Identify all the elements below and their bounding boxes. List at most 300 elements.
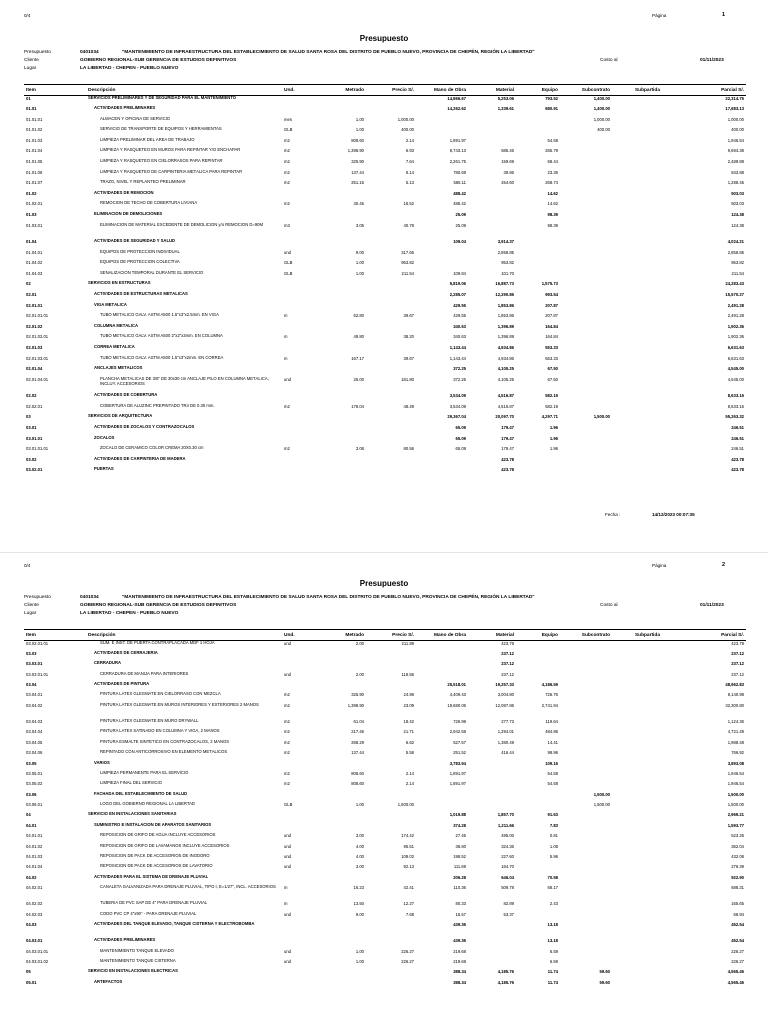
equipment-cell: 70.58 xyxy=(547,874,558,880)
table-row xyxy=(24,345,746,356)
table-row xyxy=(24,750,746,760)
subcontract-cell xyxy=(560,457,612,468)
metrado-cell xyxy=(322,239,366,250)
table-row xyxy=(24,641,746,651)
item-cell: 04.01.01 xyxy=(26,833,43,839)
subcontract-cell xyxy=(560,260,612,271)
metrado-cell: 325.90 xyxy=(351,159,364,165)
material-cell: 646.04 xyxy=(501,874,514,880)
labor-cell: 388.34 xyxy=(453,979,466,985)
unit-cell: und xyxy=(284,641,291,646)
subcontract-cell xyxy=(560,345,612,356)
price-cell: 108.02 xyxy=(401,854,414,860)
subpartida-cell xyxy=(612,833,662,843)
material-cell: 179.47 xyxy=(501,446,514,452)
metrado-cell xyxy=(322,191,366,202)
labor-cell: 206.28 xyxy=(453,874,466,880)
table-row xyxy=(24,912,746,922)
partial-cell: 48,962.83 xyxy=(725,682,744,688)
labor-cell: 527.57 xyxy=(453,739,466,745)
price-cell: 317.65 xyxy=(401,249,414,255)
partial-cell: 2,489.88 xyxy=(727,159,744,165)
material-cell: 495.00 xyxy=(501,833,514,839)
equipment-cell: 109.16 xyxy=(545,760,558,766)
partial-cell: 423.78 xyxy=(731,456,744,462)
subpartida-cell xyxy=(612,138,662,149)
table-row xyxy=(24,692,746,702)
description-cell: SERVICIO EN INSTALACIONES SANITARIAS xyxy=(88,812,177,817)
budget-table xyxy=(24,84,746,478)
unit-cell xyxy=(282,823,322,833)
description-cell: ACTIVIDADES DE ESTRUCTURAS METÁLICAS xyxy=(94,292,188,297)
metrado-cell: 3.06 xyxy=(355,446,364,452)
table-row xyxy=(24,457,746,468)
table-row xyxy=(24,212,746,223)
subcontract-cell: 59.60 xyxy=(599,979,610,985)
description-cell: ZÓCALO DE CERÁMICO COLOR CREMA 20X0.30 cm xyxy=(100,446,204,451)
material-cell xyxy=(468,138,516,149)
labor-cell: 780.68 xyxy=(453,169,466,175)
metrado-cell xyxy=(322,292,366,303)
equipment-cell: 68.17 xyxy=(547,885,558,891)
item-cell: 01.04.01 xyxy=(26,249,43,255)
equipment-cell: 98.39 xyxy=(547,212,558,218)
column-header-subcontract: Subcontrato xyxy=(560,85,612,96)
material-cell: 1,294.01 xyxy=(497,729,514,735)
metrado-cell: 137.44 xyxy=(351,750,364,756)
unit-cell xyxy=(282,661,322,671)
unit-cell xyxy=(282,292,322,303)
labor-cell: 488.42 xyxy=(453,201,466,207)
price-cell: 226.27 xyxy=(401,948,414,954)
labor-cell xyxy=(416,802,468,812)
unit-cell: m2 xyxy=(284,718,290,724)
labor-cell: 109.04 xyxy=(453,239,466,245)
description-cell: ACTIVIDADES DE CERRAJERÍA xyxy=(94,650,158,655)
subcontract-cell xyxy=(560,191,612,202)
material-cell xyxy=(468,212,516,223)
table-row xyxy=(24,969,746,979)
metrado-cell: 1.00 xyxy=(355,127,364,133)
description-cell: SERVICIO DE TRANSPORTE DE EQUIPOS Y HERRAMIENTAS xyxy=(100,127,222,132)
description-cell: ELIMINACIÓN DE DEMOLICIONES xyxy=(94,212,163,217)
item-cell: 03.04.06 xyxy=(26,750,43,756)
metrado-cell xyxy=(322,792,366,802)
unit-cell: und xyxy=(284,958,291,964)
unit-cell xyxy=(282,239,322,250)
material-cell: 12,290.86 xyxy=(495,292,514,298)
subpartida-cell xyxy=(612,641,662,651)
table-row xyxy=(24,864,746,874)
table-row xyxy=(24,414,746,425)
equipment-cell: 54.58 xyxy=(547,770,558,776)
unit-cell xyxy=(282,875,322,885)
description-cell: LIMPIEZA FINAL DEL SERVICIO xyxy=(100,781,162,786)
metrado-cell: 1.00 xyxy=(355,116,364,122)
labor-cell: 5,819.06 xyxy=(449,281,466,287)
partial-cell: 1,288.45 xyxy=(727,180,744,186)
price-cell: 2.14 xyxy=(405,770,414,776)
partial-cell: 237.12 xyxy=(731,671,744,677)
metrado-cell xyxy=(322,651,366,661)
labor-cell: 251.52 xyxy=(453,750,466,756)
unit-cell: m2 xyxy=(284,180,290,186)
presupuesto-label: Presupuesto xyxy=(24,595,51,600)
labor-cell: 1,019.88 xyxy=(449,812,466,818)
equipment-cell xyxy=(516,792,560,802)
material-cell: 277.73 xyxy=(501,718,514,724)
labor-cell: 585.11 xyxy=(453,180,466,186)
page-label: Página xyxy=(652,13,667,18)
subcontract-cell xyxy=(560,239,612,250)
subcontract-cell xyxy=(560,366,612,377)
material-cell: 1,380.49 xyxy=(497,739,514,745)
partial-cell: 8,633.16 xyxy=(727,393,744,399)
unit-cell: m xyxy=(284,334,288,340)
labor-cell: 2,285.07 xyxy=(449,292,466,298)
unit-cell xyxy=(282,414,322,425)
equipment-cell: 67.50 xyxy=(547,366,558,372)
metrado-cell xyxy=(322,324,366,335)
description-cell: PINTURA LATEX SATINADO EN COLUMNA Y VIGA, 2 MANOS xyxy=(100,729,220,734)
page-title: Presupuesto xyxy=(359,579,409,588)
table-row xyxy=(24,223,746,239)
description-cell: TUBO METÁLICO GALV. ASTM A500 1.5"x3"x2mm. EN CORREA xyxy=(100,355,224,360)
price-cell: 42.41 xyxy=(403,885,414,891)
description-cell: REPOSICIÓN DE PACK DE ACCESORIOS DE INODORO xyxy=(100,854,210,859)
subcontract-cell xyxy=(560,959,612,969)
material-cell xyxy=(468,223,516,239)
material-cell xyxy=(468,201,516,212)
table-row xyxy=(24,239,746,250)
unit-cell: und xyxy=(284,671,291,677)
column-header-subpartida: Subpartida xyxy=(612,630,662,641)
subcontract-cell xyxy=(560,672,612,682)
labor-cell: 1,143.44 xyxy=(449,355,466,361)
item-cell: 04.03.01 xyxy=(26,938,43,944)
material-cell: 1,396.89 xyxy=(497,334,514,340)
equipment-cell: 1.08 xyxy=(549,843,558,849)
item-cell: 04.03.01.01 xyxy=(26,948,49,954)
metrado-cell: 61.04 xyxy=(353,718,364,724)
subcontract-cell xyxy=(560,212,612,223)
table-row xyxy=(24,854,746,864)
unit-cell: m2 xyxy=(284,702,290,708)
labor-cell: 4,409.43 xyxy=(449,692,466,698)
partial-cell: 953.82 xyxy=(731,260,744,266)
unit-cell xyxy=(282,969,322,979)
labor-cell: 29,367.04 xyxy=(447,414,466,420)
table-row xyxy=(24,334,746,345)
price-cell: 1,500.00 xyxy=(397,802,414,808)
metrado-cell xyxy=(322,969,366,979)
subpartida-cell xyxy=(612,692,662,702)
subpartida-cell xyxy=(612,969,662,979)
metrado-cell: 9.00 xyxy=(355,911,364,917)
labor-cell xyxy=(416,260,468,271)
material-cell xyxy=(468,127,516,138)
price-cell xyxy=(366,661,416,671)
column-header-metrado: Metrado xyxy=(322,85,366,96)
subcontract-cell xyxy=(560,833,612,843)
price-cell: 6.93 xyxy=(405,148,414,154)
subpartida-cell xyxy=(612,292,662,303)
unit-cell: m2 xyxy=(284,159,290,165)
equipment-cell: 2,741.94 xyxy=(541,702,558,708)
item-cell: 03.04 xyxy=(26,682,37,688)
price-cell xyxy=(366,303,416,314)
description-cell: LIMPIEZA PERMANENTE PARA EL SERVICIO xyxy=(100,770,189,775)
unit-cell: m2 xyxy=(284,201,290,207)
labor-cell: 25.09 xyxy=(455,212,466,218)
description-cell: SERVICIO EN INSTALACIONES ELÉCTRICAS xyxy=(88,969,178,974)
unit-cell xyxy=(282,212,322,223)
subcontract-cell xyxy=(560,750,612,760)
equipment-cell: 4,186.59 xyxy=(541,682,558,688)
description-cell: REPOSICIÓN DE GRIFO DE AGUA INCLUYE ACCESORIOS xyxy=(100,833,216,838)
subcontract-cell xyxy=(560,692,612,702)
metrado-cell: 808.60 xyxy=(351,137,364,143)
equipment-cell xyxy=(516,260,560,271)
table-row xyxy=(24,938,746,948)
equipment-cell xyxy=(516,467,560,478)
equipment-cell: 13.18 xyxy=(547,922,558,928)
subcontract-cell xyxy=(560,875,612,885)
equipment-cell: 11.74 xyxy=(547,979,558,985)
column-header-unit: Und. xyxy=(282,630,322,641)
subpartida-cell xyxy=(612,812,662,822)
item-cell: 03.04.03 xyxy=(26,718,43,724)
unit-cell xyxy=(282,324,322,335)
price-cell xyxy=(366,366,416,377)
labor-cell xyxy=(416,117,468,128)
equipment-cell: 582.19 xyxy=(545,393,558,399)
costo-label: Costo al xyxy=(600,603,618,608)
metrado-cell: 2.00 xyxy=(355,671,364,677)
metrado-cell xyxy=(322,682,366,692)
unit-cell: m xyxy=(284,355,288,361)
item-cell: 04.01 xyxy=(26,822,37,828)
description-cell: ACTIVIDADES DEL TANQUE ELEVADO, TANQUE CISTERNA Y ELECTROBOMBA xyxy=(94,922,255,927)
partial-cell: 452.54 xyxy=(731,938,744,944)
subcontract-cell xyxy=(560,324,612,335)
item-cell: 01.01.03 xyxy=(26,137,43,143)
subpartida-cell xyxy=(612,672,662,682)
subcontract-cell xyxy=(560,682,612,692)
description-cell: SEÑALIZACIÓN TEMPORAL DURANTE EL SERVICIO xyxy=(100,270,204,275)
table-row xyxy=(24,425,746,436)
labor-cell: 1,143.44 xyxy=(449,344,466,350)
equipment-cell: 98.39 xyxy=(547,222,558,228)
item-cell: 02.01.04.01 xyxy=(26,376,49,382)
table-row xyxy=(24,729,746,739)
description-cell: LIMPIEZA Y RASQUETEO DE CARPINTERÍA METÁLICA PARA REPINTAR xyxy=(100,169,243,174)
material-cell: 953.82 xyxy=(501,260,514,266)
item-cell: 01.01.05 xyxy=(26,159,43,165)
item-cell: 02.01.03.01 xyxy=(26,355,49,361)
partial-cell: 237.12 xyxy=(731,661,744,667)
labor-cell: 65.09 xyxy=(455,446,466,452)
labor-cell xyxy=(416,792,468,802)
item-cell: 01.01.01 xyxy=(26,116,43,122)
unit-cell: m2 xyxy=(284,781,290,787)
partial-cell: 8,633.16 xyxy=(727,403,744,409)
subpartida-cell xyxy=(612,281,662,292)
description-cell: CERRADURA xyxy=(94,661,121,666)
subcontract-cell xyxy=(560,771,612,781)
material-cell xyxy=(468,949,516,959)
equipment-cell xyxy=(516,641,560,651)
subpartida-cell xyxy=(612,781,662,791)
material-cell: 5,253.06 xyxy=(497,96,514,101)
column-header-subpartida: Subpartida xyxy=(612,85,662,96)
labor-cell: 340.63 xyxy=(453,334,466,340)
material-cell: 19,257.33 xyxy=(495,682,514,688)
partial-cell: 503.03 xyxy=(731,201,744,207)
partial-cell: 68.94 xyxy=(733,911,744,917)
description-cell: VIGA METÁLICA xyxy=(94,302,127,307)
equipment-cell: 207.87 xyxy=(545,313,558,319)
subpartida-cell xyxy=(612,223,662,239)
price-cell xyxy=(366,792,416,802)
table-row xyxy=(24,833,746,843)
partial-cell: 124.38 xyxy=(731,222,744,228)
unit-cell: m2 xyxy=(284,148,290,154)
material-cell: 454.60 xyxy=(501,180,514,186)
material-cell: 159.69 xyxy=(501,159,514,165)
description-cell: LIMPIEZA Y RASQUETEO EN MUROS PARA REPINTAR Y/O ENCHAPAR xyxy=(100,148,241,153)
material-cell: 3,004.80 xyxy=(497,692,514,698)
labor-cell: 429.55 xyxy=(453,313,466,319)
material-cell xyxy=(468,792,516,802)
subcontract-cell xyxy=(560,661,612,671)
subpartida-cell xyxy=(612,117,662,128)
doc-number: 0/4 xyxy=(24,13,31,18)
item-cell: 04.02.01 xyxy=(26,885,43,891)
partial-cell: 2,491.28 xyxy=(727,313,744,319)
item-cell: 02.01 xyxy=(26,292,37,298)
material-cell xyxy=(468,802,516,812)
unit-cell xyxy=(282,922,322,938)
labor-cell: 726.99 xyxy=(453,718,466,724)
price-cell xyxy=(366,875,416,885)
subpartida-cell xyxy=(612,771,662,781)
column-header-labor: Mano de Obra xyxy=(416,85,468,96)
subpartida-cell xyxy=(612,844,662,854)
subpartida-cell xyxy=(612,436,662,447)
labor-cell: 111.69 xyxy=(453,864,466,870)
item-cell: 02.01.04 xyxy=(26,366,43,372)
labor-cell: 36.60 xyxy=(455,843,466,849)
unit-cell xyxy=(282,457,322,468)
material-cell: 164.70 xyxy=(501,864,514,870)
table-row xyxy=(24,949,746,959)
unit-cell xyxy=(282,106,322,117)
costo-label: Costo al xyxy=(600,58,618,63)
description-cell: ACTIVIDADES DE ZÓCALOS Y CONTRAZÓCALOS xyxy=(94,424,195,429)
material-cell: 4,105.25 xyxy=(497,376,514,382)
subcontract-cell xyxy=(560,740,612,750)
material-cell: 39.86 xyxy=(503,169,514,175)
description-cell: MANTENIMIENTO TANQUE CISTERNA xyxy=(100,958,176,963)
equipment-cell xyxy=(516,457,560,468)
item-cell: 02.02.01 xyxy=(26,403,43,409)
page-number: 1 xyxy=(722,12,726,18)
metrado-cell: 808.60 xyxy=(351,770,364,776)
unit-cell xyxy=(282,792,322,802)
description-cell: CANALETA GALVANIZADA PARA DRENAJE PLUVIAL, TIPO I, E=1/27", INCL. ACCESORIOS xyxy=(100,885,276,890)
labor-cell: 15.57 xyxy=(455,911,466,917)
unit-cell: GLB xyxy=(284,802,293,808)
metrado-cell: 167.17 xyxy=(351,355,364,361)
metrado-cell xyxy=(322,106,366,117)
subcontract-cell xyxy=(560,719,612,729)
unit-cell xyxy=(282,467,322,478)
lugar-label: Lugar xyxy=(24,611,37,616)
material-cell: 237.12 xyxy=(501,671,514,677)
metrado-cell xyxy=(322,212,366,223)
price-cell: 16.52 xyxy=(403,201,414,207)
item-cell: 02.01.03 xyxy=(26,344,43,350)
table-row xyxy=(24,719,746,729)
subpartida-cell xyxy=(612,885,662,901)
partial-cell: 1,500.00 xyxy=(727,791,744,797)
material-cell: 53.37 xyxy=(503,911,514,917)
unit-cell: m xyxy=(284,885,288,891)
labor-cell: 2,261.75 xyxy=(449,159,466,165)
partial-cell: 423.78 xyxy=(731,641,744,646)
description-cell: TRAZO, NIVEL Y REPLANTEO PRELIMINAR xyxy=(100,180,186,185)
description-cell: ACTIVIDADES PRELIMINARES xyxy=(94,938,156,943)
table-row xyxy=(24,682,746,692)
partial-cell: 922.90 xyxy=(731,874,744,880)
subcontract-cell xyxy=(560,425,612,436)
subpartida-cell xyxy=(612,980,662,990)
table-row xyxy=(24,436,746,447)
labor-cell: 65.09 xyxy=(455,435,466,441)
item-cell: 03.02 xyxy=(26,456,37,462)
subpartida-cell xyxy=(612,457,662,468)
equipment-cell: 680.91 xyxy=(545,106,558,112)
subpartida-cell xyxy=(612,901,662,911)
unit-cell: m2 xyxy=(284,446,290,452)
partial-cell: 55,263.32 xyxy=(725,414,744,420)
metrado-cell: 1.00 xyxy=(355,270,364,276)
item-cell: 01.01 xyxy=(26,106,37,112)
labor-cell: 1,891.97 xyxy=(449,770,466,776)
item-cell: 04.03.01.02 xyxy=(26,958,49,964)
item-cell: 04.03 xyxy=(26,922,37,928)
description-cell: TUBERIA DE PVC SAP DE 4" PARA DRENAJE PLUVIAL xyxy=(100,901,208,906)
equipment-cell: 14.41 xyxy=(547,739,558,745)
material-cell: 423.78 xyxy=(501,467,514,473)
equipment-cell xyxy=(516,672,560,682)
labor-cell: 388.34 xyxy=(453,969,466,975)
column-header-item: Item xyxy=(24,630,86,641)
equipment-cell: 207.87 xyxy=(545,302,558,308)
labor-cell: 429.55 xyxy=(453,302,466,308)
subpartida-cell xyxy=(612,854,662,864)
material-cell: 237.12 xyxy=(501,650,514,656)
partial-cell: 362.04 xyxy=(731,843,744,849)
material-cell: 1,857.70 xyxy=(497,812,514,818)
page-title: Presupuesto xyxy=(359,34,409,43)
equipment-cell: 793.52 xyxy=(545,96,558,101)
partial-cell: 211.54 xyxy=(731,270,744,276)
unit-cell xyxy=(282,682,322,692)
subcontract-cell: 1,500.00 xyxy=(593,791,610,797)
unit-cell xyxy=(282,651,322,661)
